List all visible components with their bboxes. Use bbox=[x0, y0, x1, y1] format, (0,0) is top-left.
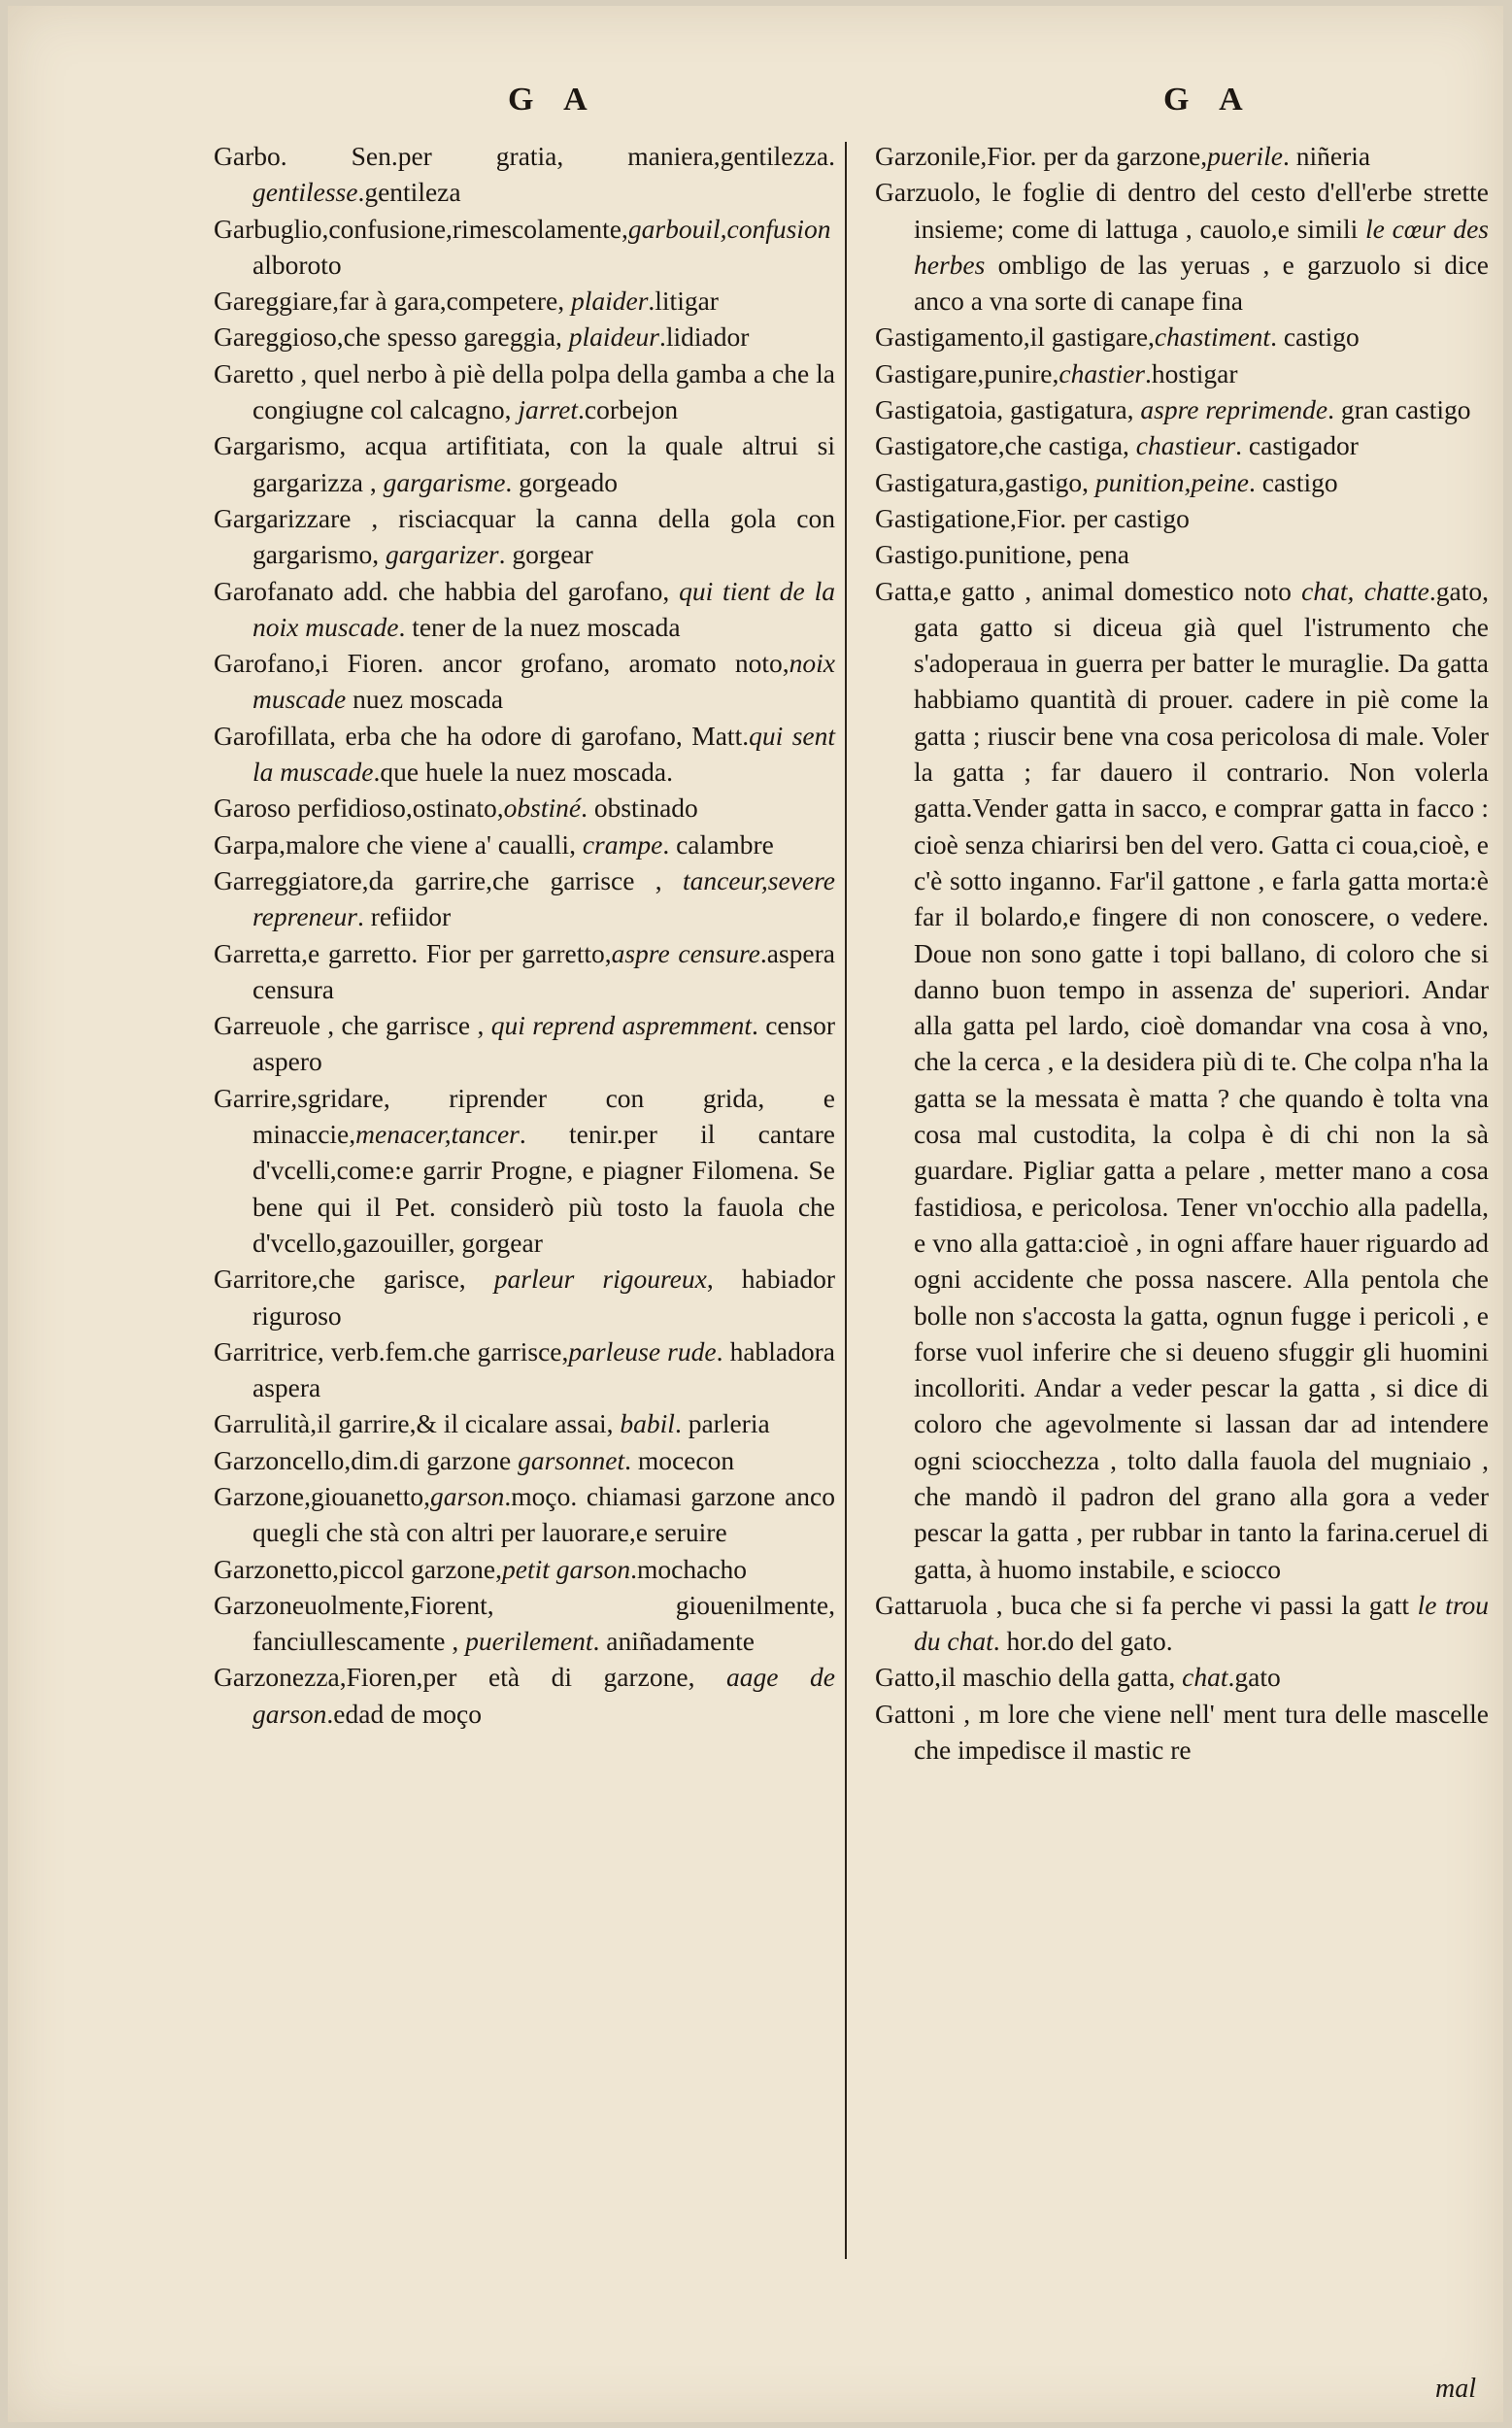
entry-definition: perfidioso,ostinato, bbox=[290, 792, 504, 824]
dictionary-entry bbox=[214, 211, 835, 284]
entry-definition: quel nerbo à piè della polpa della gamba a che la congiugne col calcagno, bbox=[252, 357, 835, 425]
dictionary-entry bbox=[875, 573, 1489, 1587]
left-column bbox=[214, 138, 835, 1732]
entry-headword: Gargarizzare , bbox=[214, 502, 379, 533]
dictionary-entry bbox=[875, 536, 1489, 572]
entry-spanish: . gorgeado bbox=[505, 466, 618, 497]
entry-headword: Gastigatione, bbox=[875, 502, 1017, 533]
entry-headword: Garritore, bbox=[214, 1264, 319, 1295]
entry-definition: verb.fem.che garrisce, bbox=[323, 1335, 569, 1366]
entry-definition: erba che ha odore di garofano, Matt. bbox=[335, 720, 750, 751]
entry-french: crampe bbox=[582, 828, 663, 860]
dictionary-entry bbox=[875, 138, 1489, 174]
entry-spanish: alboroto bbox=[252, 249, 342, 280]
dictionary-entry bbox=[214, 355, 835, 428]
entry-spanish: . castigo bbox=[1270, 321, 1360, 353]
entry-headword: Garreggiatore, bbox=[214, 864, 369, 895]
dictionary-entry bbox=[214, 1659, 835, 1732]
entry-definition: punitione, pena bbox=[964, 539, 1129, 570]
dictionary-entry bbox=[214, 1442, 835, 1478]
dictionary-entry bbox=[875, 174, 1489, 319]
dictionary-entry bbox=[214, 427, 835, 500]
dictionary-entry bbox=[214, 862, 835, 935]
entry-definition: gastigo, bbox=[1004, 466, 1095, 497]
entry-definition: che castiga, bbox=[1004, 430, 1136, 461]
entry-french: menacer,tancer bbox=[355, 1119, 520, 1150]
entry-definition: e gatto , animal domestico noto bbox=[939, 575, 1302, 606]
entry-french: garbouil,confusion bbox=[627, 213, 831, 244]
dictionary-entry bbox=[214, 573, 835, 646]
entry-headword: Gareggioso, bbox=[214, 321, 344, 353]
entry-spanish: . niñeria bbox=[1283, 141, 1371, 171]
entry-spanish: . castigador bbox=[1235, 430, 1359, 461]
entry-french: jarret bbox=[518, 394, 578, 425]
dictionary-entry bbox=[214, 1333, 835, 1406]
entry-definition: il garrire,& il cicalare assai, bbox=[317, 1408, 621, 1439]
entry-headword: Garzoneuolmente, bbox=[214, 1589, 411, 1620]
entry-definition: da garrire,che garrisce , bbox=[368, 864, 683, 895]
entry-definition: risciacquar la canna della gola con gargarismo, bbox=[252, 502, 835, 570]
dictionary-entry bbox=[214, 500, 835, 573]
entry-headword: Gargarismo, bbox=[214, 430, 347, 461]
entry-spanish: . habladora aspera bbox=[252, 1335, 835, 1403]
entry-definition: e garretto. Fior per garretto, bbox=[307, 937, 612, 968]
catchword: mal bbox=[1435, 2374, 1476, 2404]
dictionary-entry bbox=[214, 1587, 835, 1660]
entry-spanish: . tener de la nuez moscada bbox=[398, 611, 681, 642]
entry-headword: Gattaruola , bbox=[875, 1589, 1003, 1620]
entry-headword: Garoso bbox=[214, 792, 291, 824]
entry-headword: Garreuole , bbox=[214, 1010, 335, 1041]
column-divider bbox=[845, 142, 847, 2259]
entry-definition: Fior. per castigo bbox=[1016, 502, 1190, 533]
entry-definition: giouanetto, bbox=[311, 1480, 430, 1511]
entry-spanish: .gato, gata gatto si diceua già quel l'istrumento che s'adoperaua in guerra per batter le muraglie. Da gatta habbiamo quantità di prouer. cadere in piè come la gatta ; riuscir bene vna cosa pericolosa di male. Voler la gatta ; far dauero il contrario. Non volerla gatta.Vender gatta in sacco, e comprar gatta in facco : cioè senza chiarirsi ben del vero. Gatta ci coua,cioè, e c'è sotto inganno. Far'il gattone , e farla gatta morta:è far il bolardo,e fingere di non conoscere, o vedere. Doue non sono gatte i topi ballano, di coloro che si danno buon tempo in assenza de' superiori. Andar alla gatta pel lardo, cioè domandar vna cosa à vno, che la cerca , e la desidera più di te. Che colpa n'ha la gatta se la messata è matta ? che quando è tolta vna cosa mal custodita, la colpa è di chi non la sà guardare. Pigliar gatta a pelare , metter mano a cosa fastidiosa, e pericolosa. Tener vn'occhio alla padella, e vno alla gatta:cioè , in ogni affare hauer riguardo ad ogni accidente che possa nascere. Alla pentola che bolle non s'accosta la gatta, ognun fugge i pericoli , e forse vuol inferire che si deueno sfuggir gli huomini incolloriti. Andar a veder pescar la gatta , si dice di coloro che agevolmente si lassan dar ad intendere ogni sciocchezza , tolto dalla fauola del mugniaio , che mandò il padron del grano alla gora a veder pescar la gatta , per rubbar in tanto la farina.ceruel di gatta, à huomo instabile, e sciocco bbox=[914, 575, 1489, 1584]
dictionary-entry bbox=[214, 1080, 835, 1261]
entry-spanish: .mochacho bbox=[630, 1553, 748, 1584]
dictionary-entry bbox=[214, 1007, 835, 1080]
dictionary-entry bbox=[214, 826, 835, 862]
entry-french: gargarizer bbox=[385, 539, 499, 570]
entry-headword: Garofanato bbox=[214, 575, 334, 606]
entry-spanish: . obstinado bbox=[581, 792, 698, 824]
entry-spanish: .lidiador bbox=[659, 321, 750, 353]
entry-spanish: . tenir.per il cantare d'vcelli,come:e garrir Progne, e piagner Filomena. Se bene qui il Pet. considerò più tosto la fauola che d'vcello,gazouiller, gorgear bbox=[252, 1119, 835, 1258]
entry-spanish: . refiidor bbox=[356, 901, 452, 932]
entry-french: chastier bbox=[1058, 357, 1145, 388]
entry-spanish: nuez moscada bbox=[346, 684, 504, 715]
entry-definition: che garisce, bbox=[318, 1264, 494, 1295]
entry-french: chat bbox=[1182, 1662, 1228, 1693]
entry-headword: Garzone, bbox=[214, 1480, 312, 1511]
entry-definition: m lore che viene nell' ment tura delle mascelle che impedisce il mastic re bbox=[914, 1698, 1489, 1766]
entry-french: tanceur,severe repreneur bbox=[252, 864, 835, 932]
dictionary-entry bbox=[214, 1405, 835, 1441]
entry-spanish: , habiador riguroso bbox=[252, 1264, 835, 1331]
entry-definition: buca che si fa perche vi passi la gatt bbox=[1002, 1589, 1418, 1620]
entry-definition: Fiorent, giouenilmente, fanciullescamente , bbox=[252, 1589, 835, 1657]
entry-definition: punire, bbox=[984, 357, 1059, 388]
entry-definition: che garrisce , bbox=[334, 1010, 491, 1041]
dictionary-entry bbox=[875, 391, 1489, 427]
entry-headword: Garbo. bbox=[214, 141, 287, 171]
entry-headword: Garritrice, bbox=[214, 1335, 324, 1366]
dictionary-entry bbox=[875, 355, 1489, 391]
entry-definition: piccol garzone, bbox=[339, 1553, 503, 1584]
running-header-right: G A bbox=[1163, 82, 1255, 118]
entry-french: punition,peine bbox=[1094, 466, 1249, 497]
entry-french: garson bbox=[429, 1480, 505, 1511]
entry-spanish: .corbejon bbox=[578, 394, 679, 425]
entry-definition: le foglie di dentro del cesto d'ell'erbe strette insieme; come di lattuga , cauolo,e simili bbox=[914, 177, 1489, 244]
entry-french: chat, chatte bbox=[1301, 575, 1429, 606]
entry-french: puerile bbox=[1207, 141, 1283, 171]
entry-french: obstiné bbox=[503, 792, 582, 824]
entry-spanish: .gato bbox=[1227, 1662, 1281, 1693]
dictionary-entry bbox=[214, 790, 835, 826]
entry-spanish: . mocecon bbox=[624, 1444, 735, 1475]
dictionary-entry bbox=[214, 1478, 835, 1551]
entry-french: chastieur bbox=[1135, 430, 1236, 461]
entry-french: qui reprend aspremment bbox=[490, 1010, 752, 1041]
entry-definition: i Fioren. ancor grofano, aromato noto, bbox=[320, 648, 790, 679]
entry-headword: Garofano, bbox=[214, 648, 321, 679]
entry-spanish: . censor aspero bbox=[252, 1010, 835, 1077]
dictionary-entry bbox=[214, 645, 835, 718]
dictionary-entry bbox=[214, 319, 835, 354]
dictionary-entry bbox=[875, 1587, 1489, 1660]
entry-spanish: . aniñadamente bbox=[592, 1626, 755, 1657]
entry-definition: dim.di garzone bbox=[351, 1444, 519, 1475]
dictionary-entry bbox=[214, 283, 835, 319]
entry-headword: Gastigamento, bbox=[875, 321, 1030, 353]
entry-spanish: ombligo de las yeruas , e garzuolo si dice anco a vna sorte di canape fina bbox=[914, 249, 1489, 317]
entry-headword: Garbuglio, bbox=[214, 213, 329, 244]
entry-french: plaideur bbox=[568, 321, 659, 353]
entry-headword: Gatta, bbox=[875, 575, 940, 606]
entry-headword: Garrulità, bbox=[214, 1408, 318, 1439]
dictionary-entry bbox=[875, 1659, 1489, 1695]
entry-definition: il gastigare, bbox=[1029, 321, 1155, 353]
entry-definition: sgridare, riprender con grida, e minaccie, bbox=[252, 1082, 835, 1150]
dictionary-entry bbox=[875, 464, 1489, 500]
dictionary-page bbox=[8, 6, 1503, 2422]
entry-headword: Garrire, bbox=[214, 1082, 298, 1113]
entry-headword: Garzuolo, bbox=[875, 177, 982, 208]
entry-spanish: .litigar bbox=[648, 286, 719, 317]
entry-french: qui tient de la noix muscade bbox=[252, 575, 835, 642]
dictionary-entry bbox=[875, 427, 1489, 463]
entry-headword: Garretta, bbox=[214, 937, 308, 968]
entry-spanish: . calambre bbox=[662, 828, 774, 860]
entry-spanish: . gorgear bbox=[498, 539, 593, 570]
entry-spanish: . hor.do del gato. bbox=[992, 1626, 1173, 1657]
entry-headword: Garofillata, bbox=[214, 720, 336, 751]
entry-french: gargarisme bbox=[383, 466, 506, 497]
entry-french: aspre censure bbox=[611, 937, 760, 968]
entry-definition: confusione,rimescolamente, bbox=[328, 213, 628, 244]
entry-definition: Fioren,per età di garzone, bbox=[346, 1662, 727, 1693]
entry-french: le trou du chat bbox=[914, 1589, 1489, 1657]
entry-headword: Garetto , bbox=[214, 357, 308, 388]
dictionary-entry bbox=[214, 138, 835, 211]
entry-headword: Gastigatore, bbox=[875, 430, 1005, 461]
entry-french: parleur rigoureux bbox=[493, 1264, 707, 1295]
entry-spanish: . gran castigo bbox=[1327, 394, 1471, 425]
entry-headword: Garzoncello, bbox=[214, 1444, 352, 1475]
entry-french: puerilement bbox=[465, 1626, 593, 1657]
right-column bbox=[875, 138, 1489, 1768]
dictionary-entry bbox=[875, 319, 1489, 354]
dictionary-entry bbox=[214, 935, 835, 1008]
entry-french: aage de garson bbox=[252, 1662, 835, 1729]
entry-headword: Gattoni , bbox=[875, 1698, 971, 1729]
entry-french: gentilesse bbox=[252, 177, 358, 208]
entry-french: qui sent la muscade bbox=[252, 720, 835, 788]
entry-headword: Garzonile, bbox=[875, 141, 988, 171]
entry-headword: Gastigare, bbox=[875, 357, 985, 388]
entry-definition: il maschio della gatta, bbox=[940, 1662, 1183, 1693]
entry-definition: far à gara,competere, bbox=[339, 286, 571, 317]
running-header-left: G A bbox=[508, 82, 599, 118]
entry-french: aspre reprimende bbox=[1140, 394, 1328, 425]
entry-headword: Garzonezza, bbox=[214, 1662, 347, 1693]
entry-headword: Garzonetto, bbox=[214, 1553, 340, 1584]
entry-definition: Sen.per gratia, maniera,gentilezza. bbox=[286, 141, 835, 171]
entry-spanish: .que huele la nuez moscada. bbox=[373, 757, 673, 788]
dictionary-entry bbox=[214, 1261, 835, 1333]
entry-headword: Gastigatura, bbox=[875, 466, 1005, 497]
entry-spanish: .aspera censura bbox=[252, 937, 835, 1004]
entry-french: noix muscade bbox=[252, 648, 835, 715]
entry-definition: add. che habbia del garofano, bbox=[333, 575, 680, 606]
entry-spanish: .gentileza bbox=[357, 177, 461, 208]
entry-definition: che spesso gareggia, bbox=[343, 321, 569, 353]
dictionary-entry bbox=[875, 1696, 1489, 1769]
entry-french: garsonnet bbox=[518, 1444, 625, 1475]
entry-spanish: . parleria bbox=[674, 1408, 770, 1439]
entry-definition: malore che viene a' caualli, bbox=[286, 828, 583, 860]
entry-french: babil bbox=[620, 1408, 675, 1439]
dictionary-entry bbox=[214, 718, 835, 791]
entry-spanish: .edad de moço bbox=[326, 1698, 482, 1729]
entry-definition: gastigatura, bbox=[1003, 394, 1141, 425]
entry-headword: Gastigo. bbox=[875, 539, 965, 570]
entry-headword: Gareggiare, bbox=[214, 286, 340, 317]
entry-french: petit garson bbox=[502, 1553, 631, 1584]
entry-french: plaider bbox=[570, 286, 649, 317]
entry-french: chastiment bbox=[1154, 321, 1271, 353]
entry-definition: acqua artifitiata, con la quale altrui si gargarizza , bbox=[252, 430, 835, 497]
entry-french: parleuse rude bbox=[568, 1335, 717, 1366]
entry-definition: Fior. per da garzone, bbox=[987, 141, 1208, 171]
entry-spanish: .moço. chiamasi garzone anco quegli che stà con altri per lauorare,e seruire bbox=[252, 1480, 835, 1548]
dictionary-entry bbox=[875, 500, 1489, 536]
entry-headword: Garpa, bbox=[214, 828, 286, 860]
entry-spanish: . castigo bbox=[1248, 466, 1338, 497]
dictionary-entry bbox=[214, 1551, 835, 1587]
entry-headword: Gastigatoia, bbox=[875, 394, 1004, 425]
entry-spanish: .hostigar bbox=[1145, 357, 1238, 388]
entry-french: le cœur des herbes bbox=[914, 213, 1489, 280]
entry-headword: Gatto, bbox=[875, 1662, 941, 1693]
